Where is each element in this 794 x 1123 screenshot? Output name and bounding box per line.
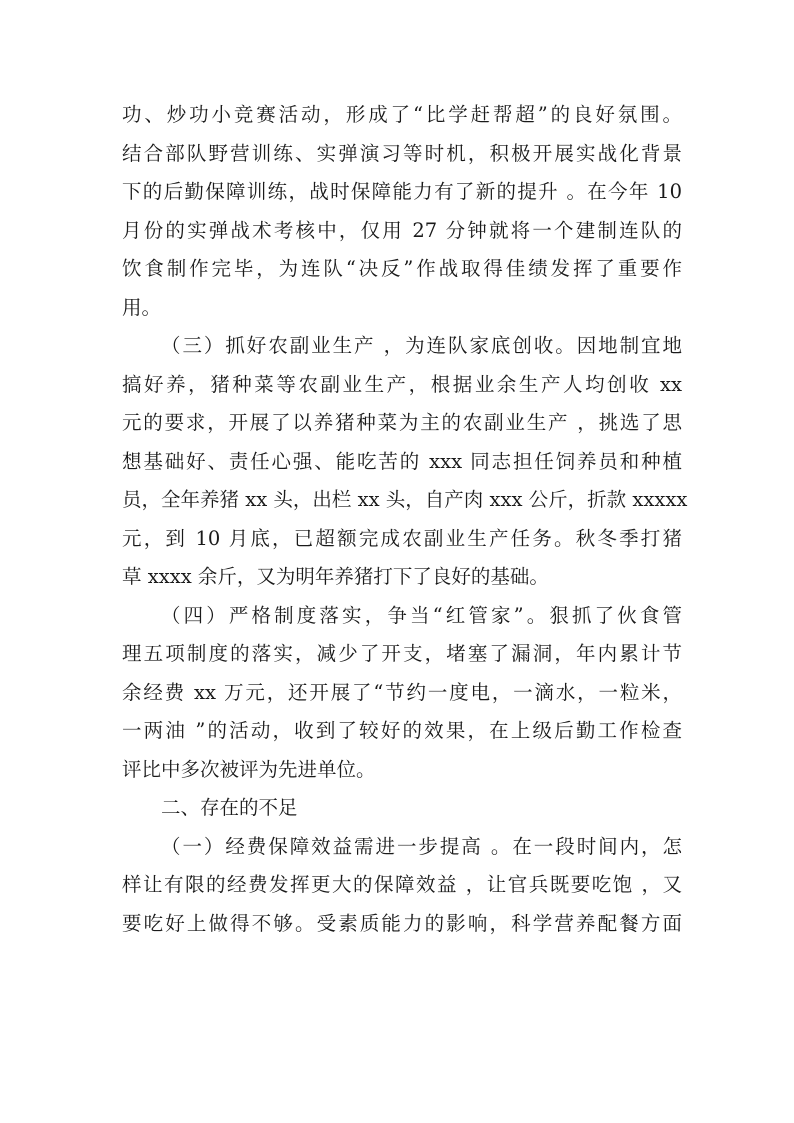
text-line: 想基础好、责任心强、能吃苦的 xxx 同志担任饲养员和种植 — [122, 449, 682, 473]
text-line: 饮食制作完毕，为连队“决反”作战取得佳绩发挥了重要作 — [122, 257, 682, 280]
text-line: 一两油 ”的活动，收到了较好的效果，在上级后勤工作检查 — [122, 719, 682, 742]
document-body — [122, 96, 688, 943]
text-line: 要吃好上做得不够。受素质能力的影响，科学营养配餐方面 — [122, 911, 682, 935]
text-line: 结合部队野营训练、实弹演习等时机，积极开展实战化背景 — [122, 141, 682, 165]
text-line: 用。 — [122, 295, 162, 319]
text-line: 余经费 xx 万元，还开展了“节约一度电，一滴水，一粒米， — [122, 680, 682, 704]
text-line: 样让有限的经费发挥更大的保障效益 ，让官兵既要吃饱 ，又 — [122, 873, 682, 896]
text-line: 理五项制度的落实，减少了开支，堵塞了漏洞，年内累计节 — [122, 642, 682, 665]
text-line: 元的要求，开展了以养猪种菜为主的农副业生产 ，挑选了思 — [122, 411, 682, 434]
text-line: 搞好养，猪种菜等农副业生产，根据业余生产人均创收 xx — [122, 372, 682, 396]
text-line: 员，全年养猪 xx 头，出栏 xx 头，自产肉 xxx 公斤，折款 xxxxx — [122, 488, 688, 511]
text-line: 元，到 10 月底，已超额完成农副业生产任务。秋冬季打猪 — [122, 526, 682, 550]
text-line: 功、炒功小竞赛活动，形成了“比学赶帮超”的良好氛围。 — [122, 103, 682, 126]
paragraph-heading-four: （四）严格制度落实，争当“红管家”。狠抓了伙食管 — [161, 603, 682, 627]
text-line: 草 xxxx 余斤，又为明年养猪打下了良好的基础。 — [122, 565, 549, 588]
paragraph-heading-three: （三）抓好农副业生产 ，为连队家底创收。因地制宜地 — [161, 334, 682, 357]
paragraph-heading-one: （一）经费保障效益需进一步提高 。在一段时间内，怎 — [161, 834, 682, 858]
text-line: 评比中多次被评为先进单位。 — [122, 757, 376, 781]
text-line: 月份的实弹战术考核中，仅用 27 分钟就将一个建制连队的 — [122, 218, 682, 242]
section-heading: 二、存在的不足 — [161, 796, 298, 819]
text-line: 下的后勤保障训练，战时保障能力有了新的提升 。在今年 10 — [122, 180, 682, 203]
